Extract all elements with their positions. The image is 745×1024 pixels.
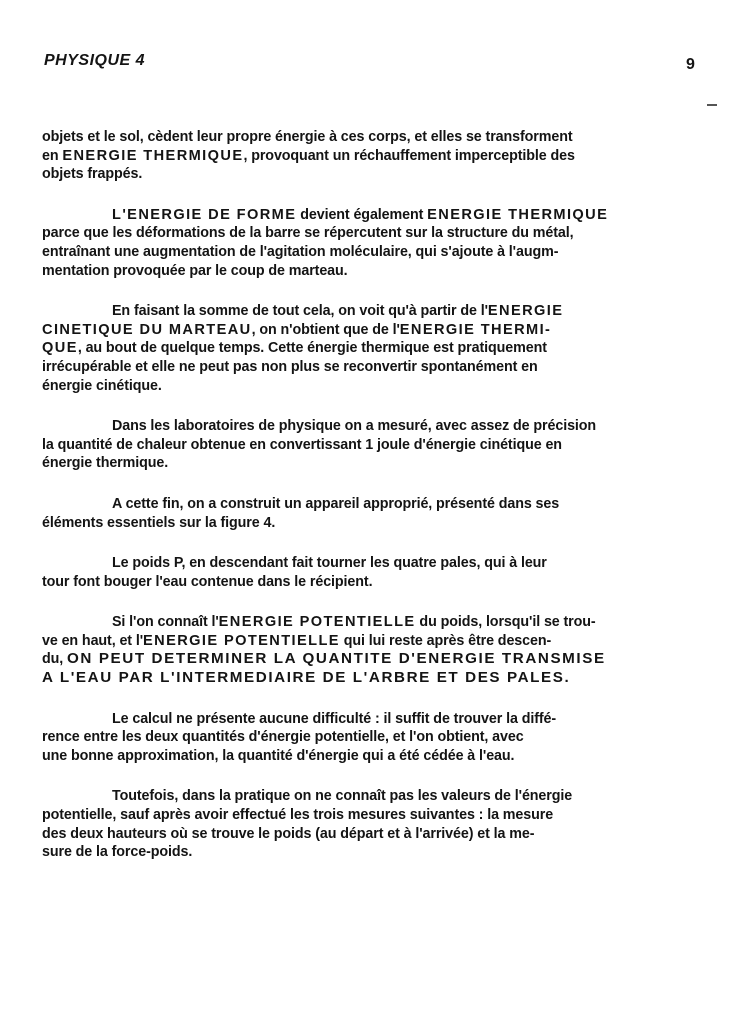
text-line: potentielle, sauf après avoir effectué les trois mesures suivantes : la mesure: [42, 807, 554, 824]
paragraph-1: [42, 128, 708, 184]
emphasis-term: ENERGIE POTENTIELLE: [218, 614, 416, 631]
text-line: L'ENERGIE DE FORME devient également ENERGIE THERMIQUE: [112, 206, 609, 223]
text-line: En faisant la somme de tout cela, on voit qu'à partir de l'ENERGIE: [112, 303, 564, 320]
text-line: Le calcul ne présente aucune difficulté : il suffit de trouver la diffé-: [112, 710, 557, 727]
emphasis-term: ENERGIE THERMI-: [399, 321, 552, 338]
text-line: parce que les déformations de la barre se répercutent sur la structure du métal,: [42, 225, 574, 242]
margin-mark: [707, 104, 717, 106]
text-line: rence entre les deux quantités d'énergie potentielle, et l'on obtient, avec: [42, 729, 524, 746]
running-header-title: PHYSIQUE 4: [44, 52, 146, 69]
emphasis-term: CINETIQUE DU MARTEAU: [42, 321, 252, 338]
paragraph-7: [42, 613, 708, 687]
paragraph-3: [42, 302, 708, 395]
text-line: CINETIQUE DU MARTEAU, on n'obtient que de l'ENERGIE THERMI-: [42, 321, 552, 338]
text-line: éléments essentiels sur la figure 4.: [42, 514, 276, 531]
text-line: ve en haut, et l'ENERGIE POTENTIELLE qui lui reste après être descen-: [42, 632, 552, 649]
paragraph-2: [42, 206, 708, 280]
text-line: objets et le sol, cèdent leur propre énergie à ces corps, et elles se transforment: [42, 129, 573, 145]
paragraph-6: [42, 554, 708, 591]
body-text: [42, 128, 708, 884]
text-line: la quantité de chaleur obtenue en convertissant 1 joule d'énergie cinétique en: [42, 436, 562, 453]
text-line: Dans les laboratoires de physique on a mesuré, avec assez de précision: [112, 418, 597, 435]
text-line: énergie thermique.: [42, 455, 169, 472]
emphasis-term: ENERGIE THERMIQUE: [62, 147, 244, 164]
emphasis-term: L'ENERGIE DE FORME: [112, 206, 297, 223]
text-line: énergie cinétique.: [42, 377, 162, 394]
text-line: Si l'on connaît l'ENERGIE POTENTIELLE du poids, lorsqu'il se trou-: [112, 614, 596, 631]
text-line: objets frappés.: [42, 166, 143, 183]
emphasis-term: ENERGIE: [487, 303, 564, 320]
text-line: entraînant une augmentation de l'agitation moléculaire, qui s'ajoute à l'augm-: [42, 243, 559, 260]
text-line: une bonne approximation, la quantité d'énergie qui a été cédée à l'eau.: [42, 747, 515, 764]
text-line: QUE, au bout de quelque temps. Cette énergie thermique est pratiquement: [42, 340, 547, 357]
emphasis-term: ENERGIE THERMIQUE: [427, 206, 609, 223]
text-line: A cette fin, on a construit un appareil approprié, présenté dans ses: [112, 495, 560, 512]
text-line: du, ON PEUT DETERMINER LA QUANTITE D'ENERGIE TRANSMISE: [42, 650, 606, 668]
text-line: Le poids P, en descendant fait tourner les quatre pales, qui à leur: [112, 555, 547, 572]
emphasis-term: QUE: [42, 340, 78, 357]
paragraph-4: [42, 417, 708, 473]
text-line: tour font bouger l'eau contenue dans le récipient.: [42, 573, 373, 590]
text-line: des deux hauteurs où se trouve le poids (au départ et à l'arrivée) et la me-: [42, 825, 535, 842]
page-number: 9: [686, 56, 695, 73]
text-line: sure de la force-poids.: [42, 844, 193, 861]
paragraph-9: [42, 787, 708, 861]
paragraph-8: [42, 710, 708, 766]
text-line: mentation provoquée par le coup de marteau.: [42, 262, 348, 279]
emphasis-statement: ON PEUT DETERMINER LA QUANTITE D'ENERGIE TRANSMISE: [67, 650, 606, 668]
text-line: en ENERGIE THERMIQUE, provoquant un réchauffement imperceptible des: [42, 147, 575, 164]
paragraph-5: [42, 495, 708, 532]
emphasis-term: ENERGIE POTENTIELLE: [143, 632, 340, 649]
text-line: Toutefois, dans la pratique on ne connaît pas les valeurs de l'énergie: [112, 788, 573, 805]
emphasis-statement: A L'EAU PAR L'INTERMEDIAIRE DE L'ARBRE ET DES PALES.: [42, 669, 571, 687]
text-line: irrécupérable et elle ne peut pas non plus se reconvertir spontanément en: [42, 358, 538, 375]
